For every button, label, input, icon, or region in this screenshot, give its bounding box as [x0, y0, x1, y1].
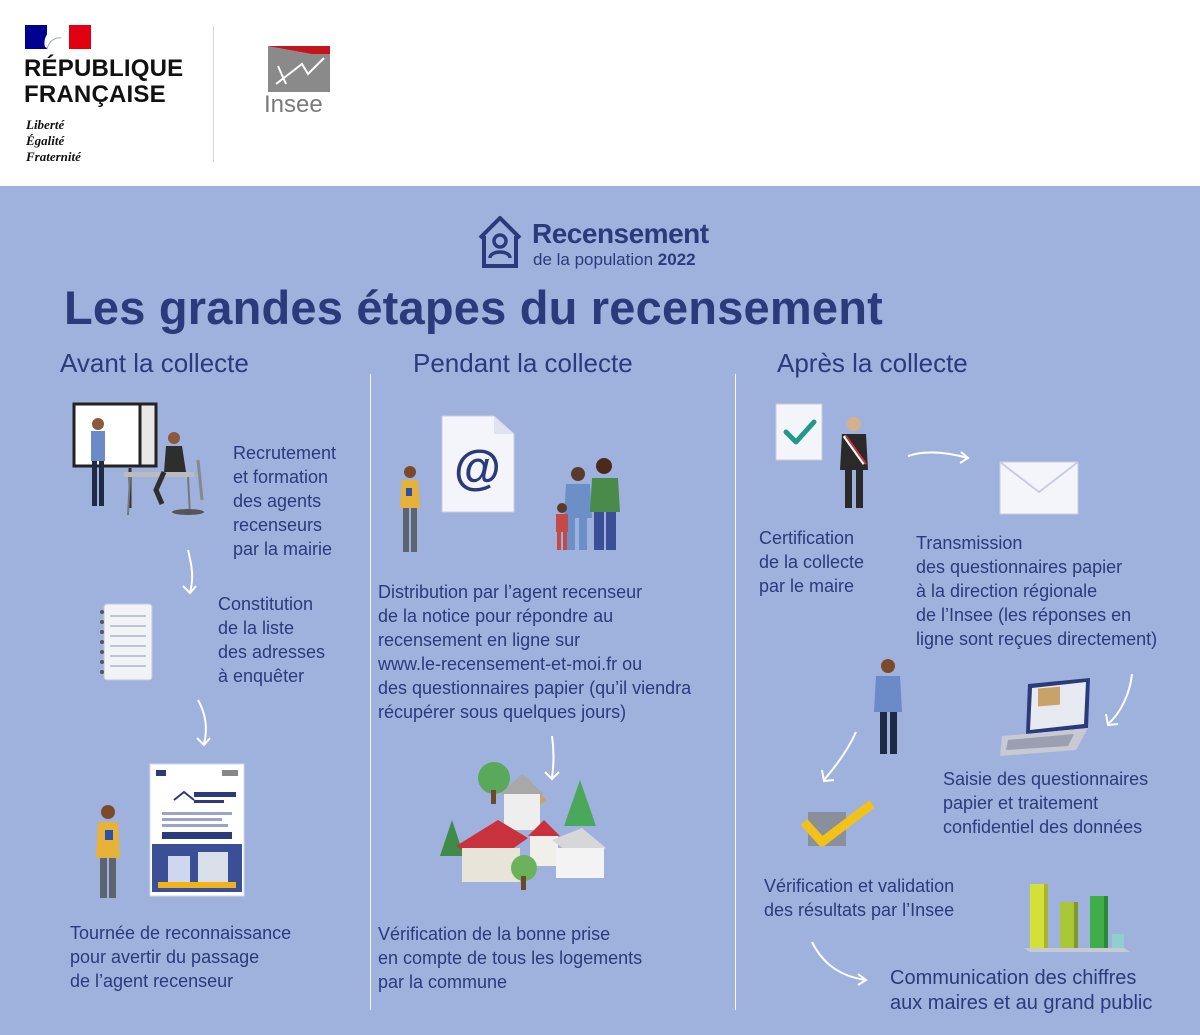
laptop-icon [998, 676, 1094, 758]
step-saisie-questionnaires: Saisie des questionnaires papier et traitement confidentiel des données [943, 769, 1149, 837]
agent-recenseur-figure [90, 800, 130, 904]
page-title: Les grandes étapes du recensement [64, 281, 883, 334]
step-tournee-reconnaissance: Tournée de reconnaissance pour avertir du passage de l’agent recenseur [70, 923, 292, 991]
checked-document-icon [772, 400, 826, 464]
address-list-notebook-icon [96, 602, 156, 682]
notice-brochure-icon [148, 762, 246, 898]
republique-marianne-logo [25, 25, 91, 49]
insee-agent-figure [872, 656, 908, 760]
arrow-down-left-icon [818, 728, 862, 786]
brand-subtitle [533, 250, 696, 270]
arrow-down-icon [190, 698, 220, 748]
mayor-figure [836, 414, 872, 514]
column-separator [370, 374, 371, 1010]
distribution-illustration [398, 412, 628, 562]
step-distribution-notice: Distribution par l’agent recenseur de la notice pour répondre au recensement en ligne sur www.le-recensement-et-moi.fr ou des questionnaires papier (qu’il viendra récupérer sous quelques jours) [378, 582, 692, 722]
header-bar [0, 0, 1200, 186]
column-separator [735, 374, 736, 1010]
arrow-down-right-icon [808, 938, 874, 986]
step-verification-logements: Vérification de la bonne prise en compte de tous les logements par la commune [378, 924, 643, 992]
heading-pendant: Pendant la collecte [413, 348, 633, 378]
republique-francaise-title: RÉPUBLIQUE FRANÇAISE [24, 55, 184, 108]
step-recrutement: Recrutement et formation des agents recenseurs par la mairie [233, 443, 337, 559]
step-certification-maire: Certification de la collecte par le maire [759, 528, 865, 596]
step-communication-chiffres: Communication des chiffres aux maires et au grand public [890, 967, 1153, 1014]
insee-logo [262, 44, 336, 116]
heading-avant: Avant la collecte [60, 348, 249, 378]
insee-wordmark: Insee [264, 91, 323, 116]
envelope-icon [998, 458, 1082, 518]
arrow-down-icon [174, 548, 204, 596]
brand-year: 2022 [657, 250, 696, 269]
heading-apres: Après la collecte [777, 348, 968, 378]
brand-population: de la population [533, 250, 654, 269]
step-constitution-liste: Constitution de la liste des adresses à enquêter [218, 594, 326, 686]
at-sign-icon: @ [454, 442, 501, 495]
step-verification-validation: Vérification et validation des résultats par l’Insee [764, 876, 955, 920]
republique-motto: Liberté Égalité Fraternité [26, 117, 81, 164]
header-divider [213, 26, 214, 162]
validation-check-icon [798, 800, 878, 852]
brand-recensement: Recensement [532, 218, 709, 249]
houses-village-illustration [432, 756, 612, 896]
training-illustration [70, 400, 220, 520]
bar-chart-icon [1020, 878, 1132, 954]
arrow-down-left-icon [1102, 670, 1138, 730]
arrow-right-icon [906, 444, 972, 466]
step-transmission-questionnaires: Transmission des questionnaires papier à la direction régionale de l’Insee (les réponses en ligne sont reçues directement) [916, 533, 1158, 649]
